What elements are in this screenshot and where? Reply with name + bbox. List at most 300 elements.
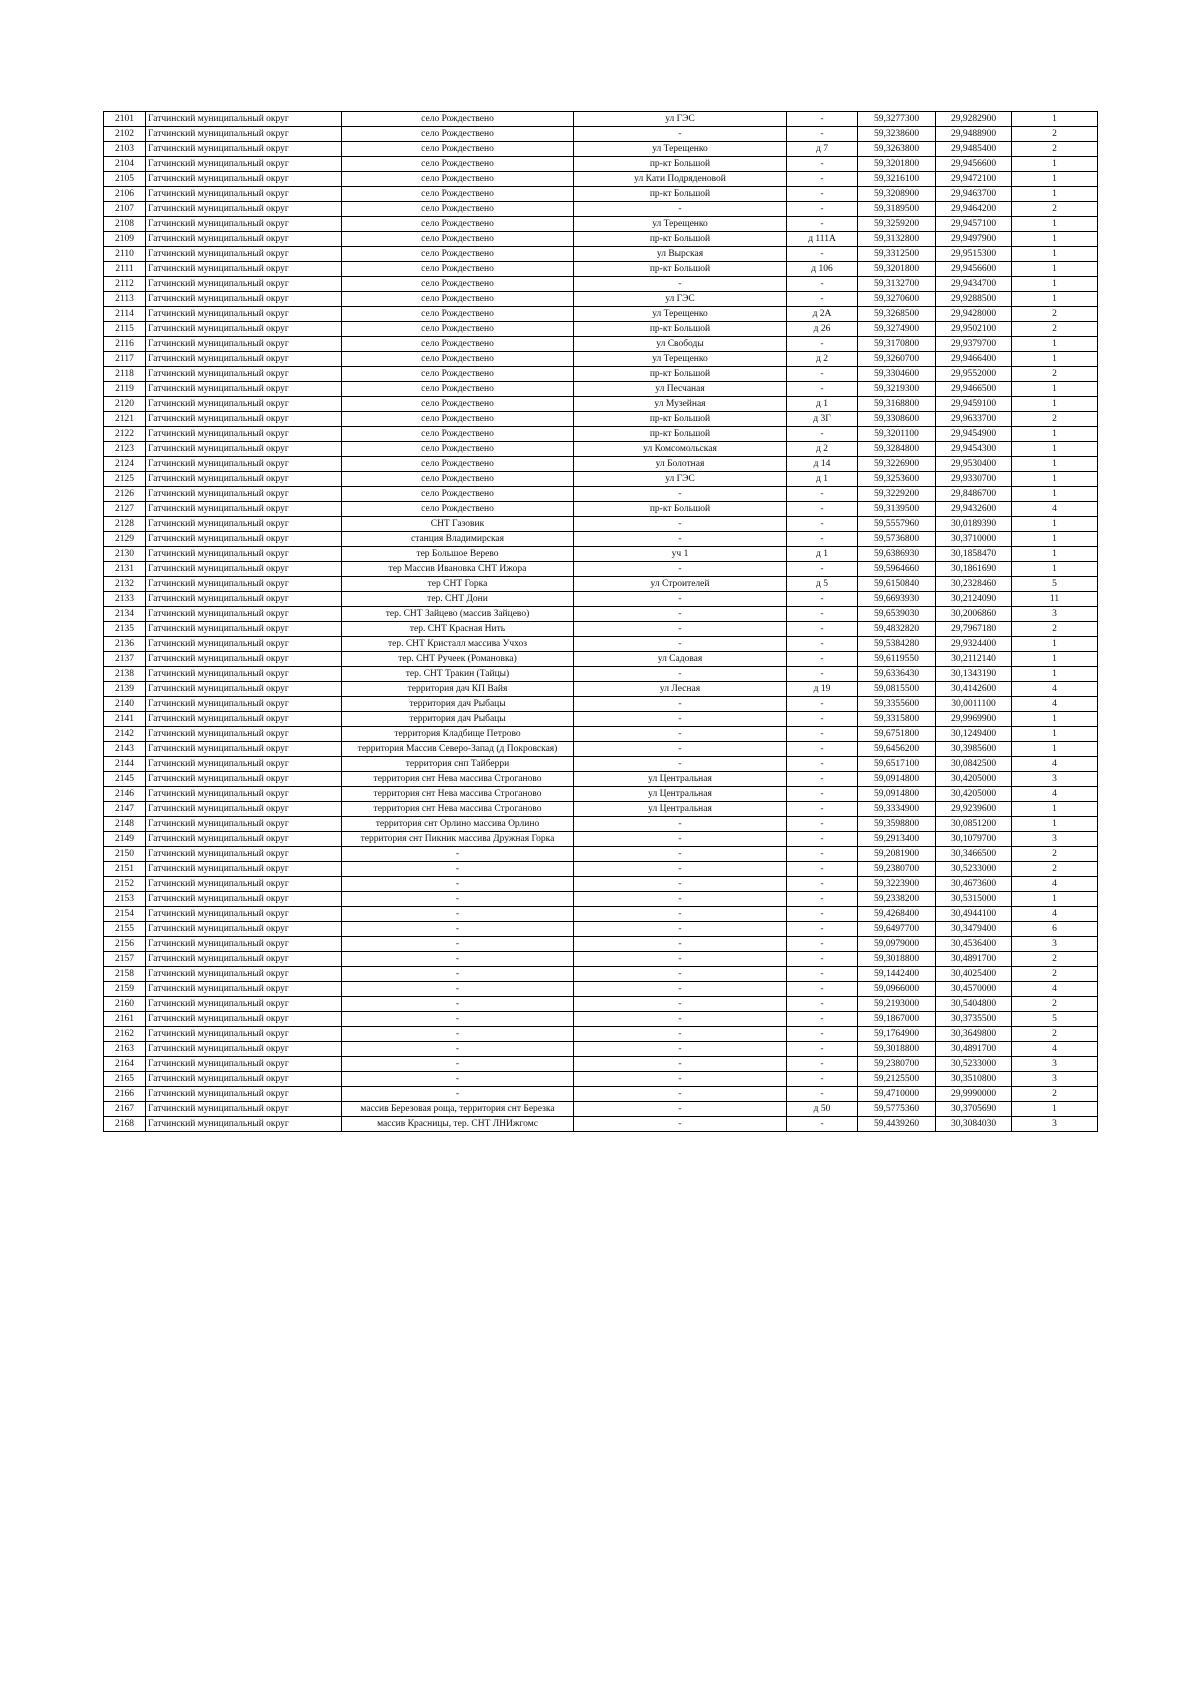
longitude-cell: 30,4142600	[936, 682, 1012, 697]
table-row	[104, 697, 1098, 712]
street-cell: ул Кати Подряденовой	[574, 172, 787, 187]
latitude-cell: 59,6456200	[858, 742, 936, 757]
count-cell: 1	[1012, 802, 1098, 817]
district-cell: Гатчинский муниципальный округ	[146, 967, 342, 982]
street-cell: ул Вырская	[574, 247, 787, 262]
house-cell: -	[787, 787, 858, 802]
longitude-cell: 29,9530400	[936, 457, 1012, 472]
row-number-cell: 2117	[104, 352, 146, 367]
district-cell: Гатчинский муниципальный округ	[146, 1087, 342, 1102]
table-row	[104, 217, 1098, 232]
district-cell: Гатчинский муниципальный округ	[146, 322, 342, 337]
count-cell: 1	[1012, 547, 1098, 562]
street-cell: -	[574, 1027, 787, 1042]
count-cell: 1	[1012, 532, 1098, 547]
district-cell: Гатчинский муниципальный округ	[146, 607, 342, 622]
count-cell: 1	[1012, 337, 1098, 352]
latitude-cell: 59,3226900	[858, 457, 936, 472]
district-cell: Гатчинский муниципальный округ	[146, 217, 342, 232]
count-cell: 2	[1012, 322, 1098, 337]
row-number-cell: 2112	[104, 277, 146, 292]
settlement-cell: территория Кладбище Петрово	[342, 727, 574, 742]
latitude-cell: 59,6517100	[858, 757, 936, 772]
latitude-cell: 59,3018800	[858, 952, 936, 967]
house-cell: -	[787, 922, 858, 937]
district-cell: Гатчинский муниципальный округ	[146, 112, 342, 127]
street-cell: уч 1	[574, 547, 787, 562]
table-row	[104, 952, 1098, 967]
settlement-cell: тер. СНТ Дони	[342, 592, 574, 607]
settlement-cell: тер. СНТ Ручеек (Романовка)	[342, 652, 574, 667]
street-cell: -	[574, 517, 787, 532]
street-cell: ул Центральная	[574, 802, 787, 817]
row-number-cell: 2145	[104, 772, 146, 787]
street-cell: -	[574, 202, 787, 217]
longitude-cell: 29,9633700	[936, 412, 1012, 427]
district-cell: Гатчинский муниципальный округ	[146, 682, 342, 697]
row-number-cell: 2146	[104, 787, 146, 802]
longitude-cell: 30,0011100	[936, 697, 1012, 712]
row-number-cell: 2166	[104, 1087, 146, 1102]
street-cell: ул Центральная	[574, 787, 787, 802]
latitude-cell: 59,1764900	[858, 1027, 936, 1042]
house-cell: -	[787, 757, 858, 772]
street-cell: -	[574, 1057, 787, 1072]
house-cell: -	[787, 157, 858, 172]
longitude-cell: 30,5233000	[936, 1057, 1012, 1072]
district-cell: Гатчинский муниципальный округ	[146, 697, 342, 712]
row-number-cell: 2140	[104, 697, 146, 712]
row-number-cell: 2124	[104, 457, 146, 472]
longitude-cell: 30,3084030	[936, 1117, 1012, 1132]
longitude-cell: 30,3479400	[936, 922, 1012, 937]
district-cell: Гатчинский муниципальный округ	[146, 382, 342, 397]
house-cell: -	[787, 1057, 858, 1072]
count-cell: 2	[1012, 307, 1098, 322]
settlement-cell: -	[342, 967, 574, 982]
latitude-cell: 59,6539030	[858, 607, 936, 622]
house-cell: -	[787, 1117, 858, 1132]
count-cell: 1	[1012, 232, 1098, 247]
settlement-cell: село Рождествено	[342, 337, 574, 352]
table-row	[104, 1117, 1098, 1132]
latitude-cell: 59,3132700	[858, 277, 936, 292]
settlement-cell: -	[342, 982, 574, 997]
street-cell: ул Терещенко	[574, 307, 787, 322]
district-cell: Гатчинский муниципальный округ	[146, 952, 342, 967]
count-cell: 1	[1012, 247, 1098, 262]
district-cell: Гатчинский муниципальный округ	[146, 1012, 342, 1027]
latitude-cell: 59,3216100	[858, 172, 936, 187]
house-cell: -	[787, 217, 858, 232]
table-row	[104, 277, 1098, 292]
latitude-cell: 59,6693930	[858, 592, 936, 607]
table-row	[104, 337, 1098, 352]
count-cell: 1	[1012, 472, 1098, 487]
longitude-cell: 29,9454300	[936, 442, 1012, 457]
settlement-cell: территория Массив Северо-Запад (д Покровская)	[342, 742, 574, 757]
house-cell: -	[787, 982, 858, 997]
count-cell: 1	[1012, 352, 1098, 367]
count-cell: 1	[1012, 382, 1098, 397]
house-cell: -	[787, 1072, 858, 1087]
count-cell: 1	[1012, 292, 1098, 307]
longitude-cell: 30,1249400	[936, 727, 1012, 742]
district-cell: Гатчинский муниципальный округ	[146, 1102, 342, 1117]
table-row	[104, 142, 1098, 157]
longitude-cell: 29,9464200	[936, 202, 1012, 217]
street-cell: -	[574, 592, 787, 607]
street-cell: -	[574, 982, 787, 997]
district-cell: Гатчинский муниципальный округ	[146, 712, 342, 727]
table-row	[104, 772, 1098, 787]
house-cell: д 7	[787, 142, 858, 157]
count-cell: 4	[1012, 697, 1098, 712]
house-cell: -	[787, 802, 858, 817]
latitude-cell: 59,2380700	[858, 1057, 936, 1072]
row-number-cell: 2141	[104, 712, 146, 727]
settlement-cell: территория снт Нева массива Строганово	[342, 802, 574, 817]
row-number-cell: 2130	[104, 547, 146, 562]
longitude-cell: 30,1861690	[936, 562, 1012, 577]
district-cell: Гатчинский муниципальный округ	[146, 742, 342, 757]
table-row	[104, 457, 1098, 472]
house-cell: -	[787, 862, 858, 877]
row-number-cell: 2161	[104, 1012, 146, 1027]
table-row	[104, 1102, 1098, 1117]
street-cell: -	[574, 967, 787, 982]
latitude-cell: 59,1867000	[858, 1012, 936, 1027]
table-row	[104, 937, 1098, 952]
street-cell: -	[574, 697, 787, 712]
row-number-cell: 2108	[104, 217, 146, 232]
table-row	[104, 517, 1098, 532]
district-cell: Гатчинский муниципальный округ	[146, 487, 342, 502]
house-cell: д 14	[787, 457, 858, 472]
latitude-cell: 59,3270600	[858, 292, 936, 307]
settlement-cell: село Рождествено	[342, 232, 574, 247]
latitude-cell: 59,3018800	[858, 1042, 936, 1057]
latitude-cell: 59,6119550	[858, 652, 936, 667]
count-cell: 4	[1012, 1042, 1098, 1057]
longitude-cell: 29,9459100	[936, 397, 1012, 412]
district-cell: Гатчинский муниципальный округ	[146, 427, 342, 442]
house-cell: -	[787, 292, 858, 307]
row-number-cell: 2104	[104, 157, 146, 172]
latitude-cell: 59,3168800	[858, 397, 936, 412]
latitude-cell: 59,3334900	[858, 802, 936, 817]
row-number-cell: 2158	[104, 967, 146, 982]
settlement-cell: тер. СНТ Кристалл массива Учхоз	[342, 637, 574, 652]
table-row	[104, 262, 1098, 277]
longitude-cell: 30,0842500	[936, 757, 1012, 772]
street-cell: ул Садовая	[574, 652, 787, 667]
district-cell: Гатчинский муниципальный округ	[146, 157, 342, 172]
settlement-cell: тер. СНТ Красная Нить	[342, 622, 574, 637]
count-cell: 1	[1012, 157, 1098, 172]
longitude-cell: 29,9379700	[936, 337, 1012, 352]
settlement-cell: территория дач Рыбацы	[342, 712, 574, 727]
street-cell: -	[574, 922, 787, 937]
longitude-cell: 29,9288500	[936, 292, 1012, 307]
latitude-cell: 59,6751800	[858, 727, 936, 742]
latitude-cell: 59,3139500	[858, 502, 936, 517]
row-number-cell: 2143	[104, 742, 146, 757]
district-cell: Гатчинский муниципальный округ	[146, 277, 342, 292]
row-number-cell: 2136	[104, 637, 146, 652]
house-cell: -	[787, 652, 858, 667]
street-cell: ул Лесная	[574, 682, 787, 697]
count-cell: 3	[1012, 607, 1098, 622]
street-cell: пр-кт Большой	[574, 322, 787, 337]
longitude-cell: 29,9456600	[936, 262, 1012, 277]
table-row	[104, 247, 1098, 262]
table-row	[104, 907, 1098, 922]
settlement-cell: село Рождествено	[342, 427, 574, 442]
count-cell: 1	[1012, 742, 1098, 757]
district-cell: Гатчинский муниципальный округ	[146, 832, 342, 847]
longitude-cell: 30,0189390	[936, 517, 1012, 532]
row-number-cell: 2121	[104, 412, 146, 427]
street-cell: -	[574, 817, 787, 832]
count-cell: 1	[1012, 487, 1098, 502]
street-cell: ул Терещенко	[574, 142, 787, 157]
longitude-cell: 29,9457100	[936, 217, 1012, 232]
settlement-cell: тер. СНТ Зайцево (массив Зайцево)	[342, 607, 574, 622]
count-cell: 2	[1012, 952, 1098, 967]
latitude-cell: 59,3304600	[858, 367, 936, 382]
row-number-cell: 2152	[104, 877, 146, 892]
data-table	[103, 111, 1098, 1132]
house-cell: -	[787, 112, 858, 127]
street-cell: -	[574, 562, 787, 577]
count-cell: 2	[1012, 127, 1098, 142]
table-row	[104, 592, 1098, 607]
district-cell: Гатчинский муниципальный округ	[146, 397, 342, 412]
latitude-cell: 59,6497700	[858, 922, 936, 937]
street-cell: -	[574, 1072, 787, 1087]
house-cell: -	[787, 742, 858, 757]
street-cell: пр-кт Большой	[574, 187, 787, 202]
latitude-cell: 59,0914800	[858, 772, 936, 787]
row-number-cell: 2111	[104, 262, 146, 277]
row-number-cell: 2120	[104, 397, 146, 412]
count-cell: 1	[1012, 427, 1098, 442]
count-cell: 1	[1012, 457, 1098, 472]
row-number-cell: 2106	[104, 187, 146, 202]
district-cell: Гатчинский муниципальный округ	[146, 337, 342, 352]
settlement-cell: -	[342, 1027, 574, 1042]
street-cell: -	[574, 727, 787, 742]
district-cell: Гатчинский муниципальный округ	[146, 232, 342, 247]
house-cell: -	[787, 772, 858, 787]
district-cell: Гатчинский муниципальный округ	[146, 367, 342, 382]
settlement-cell: село Рождествено	[342, 472, 574, 487]
settlement-cell: село Рождествено	[342, 277, 574, 292]
district-cell: Гатчинский муниципальный округ	[146, 502, 342, 517]
row-number-cell: 2155	[104, 922, 146, 937]
longitude-cell: 30,3710000	[936, 532, 1012, 547]
latitude-cell: 59,5384280	[858, 637, 936, 652]
district-cell: Гатчинский муниципальный округ	[146, 877, 342, 892]
house-cell: -	[787, 832, 858, 847]
longitude-cell: 30,3985600	[936, 742, 1012, 757]
count-cell: 1	[1012, 637, 1098, 652]
count-cell: 4	[1012, 787, 1098, 802]
latitude-cell: 59,2380700	[858, 862, 936, 877]
row-number-cell: 2139	[104, 682, 146, 697]
longitude-cell: 29,9515300	[936, 247, 1012, 262]
settlement-cell: тер Большое Верево	[342, 547, 574, 562]
latitude-cell: 59,3189500	[858, 202, 936, 217]
row-number-cell: 2105	[104, 172, 146, 187]
street-cell: -	[574, 127, 787, 142]
latitude-cell: 59,6150840	[858, 577, 936, 592]
longitude-cell: 30,1079700	[936, 832, 1012, 847]
count-cell: 1	[1012, 442, 1098, 457]
longitude-cell: 30,2112140	[936, 652, 1012, 667]
row-number-cell: 2102	[104, 127, 146, 142]
table-row	[104, 922, 1098, 937]
district-cell: Гатчинский муниципальный округ	[146, 307, 342, 322]
longitude-cell: 29,9990000	[936, 1087, 1012, 1102]
district-cell: Гатчинский муниципальный округ	[146, 652, 342, 667]
latitude-cell: 59,3253600	[858, 472, 936, 487]
settlement-cell: СНТ Газовик	[342, 517, 574, 532]
house-cell: -	[787, 562, 858, 577]
settlement-cell: -	[342, 1012, 574, 1027]
count-cell: 1	[1012, 277, 1098, 292]
table-row	[104, 127, 1098, 142]
latitude-cell: 59,3201100	[858, 427, 936, 442]
latitude-cell: 59,4710000	[858, 1087, 936, 1102]
latitude-cell: 59,4439260	[858, 1117, 936, 1132]
district-cell: Гатчинский муниципальный округ	[146, 247, 342, 262]
table-row	[104, 832, 1098, 847]
house-cell: -	[787, 532, 858, 547]
house-cell: д 2	[787, 442, 858, 457]
settlement-cell: село Рождествено	[342, 292, 574, 307]
district-cell: Гатчинский муниципальный округ	[146, 757, 342, 772]
longitude-cell: 29,9454900	[936, 427, 1012, 442]
table-row	[104, 427, 1098, 442]
house-cell: -	[787, 247, 858, 262]
street-cell: -	[574, 832, 787, 847]
table-row	[104, 667, 1098, 682]
latitude-cell: 59,0815500	[858, 682, 936, 697]
longitude-cell: 30,1343190	[936, 667, 1012, 682]
longitude-cell: 29,9466400	[936, 352, 1012, 367]
street-cell: ул Песчаная	[574, 382, 787, 397]
table-row	[104, 442, 1098, 457]
district-cell: Гатчинский муниципальный округ	[146, 622, 342, 637]
table-row	[104, 742, 1098, 757]
street-cell: -	[574, 892, 787, 907]
count-cell: 4	[1012, 682, 1098, 697]
district-cell: Гатчинский муниципальный округ	[146, 472, 342, 487]
house-cell: -	[787, 172, 858, 187]
row-number-cell: 2114	[104, 307, 146, 322]
count-cell: 1	[1012, 892, 1098, 907]
district-cell: Гатчинский муниципальный округ	[146, 892, 342, 907]
house-cell: д 111А	[787, 232, 858, 247]
table-row	[104, 412, 1098, 427]
latitude-cell: 59,3315800	[858, 712, 936, 727]
row-number-cell: 2113	[104, 292, 146, 307]
row-number-cell: 2103	[104, 142, 146, 157]
district-cell: Гатчинский муниципальный округ	[146, 262, 342, 277]
district-cell: Гатчинский муниципальный округ	[146, 787, 342, 802]
street-cell: -	[574, 937, 787, 952]
settlement-cell: село Рождествено	[342, 307, 574, 322]
settlement-cell: село Рождествено	[342, 352, 574, 367]
longitude-cell: 30,2006860	[936, 607, 1012, 622]
latitude-cell: 59,0914800	[858, 787, 936, 802]
street-cell: -	[574, 487, 787, 502]
house-cell: д 2	[787, 352, 858, 367]
count-cell: 3	[1012, 1117, 1098, 1132]
longitude-cell: 29,9282900	[936, 112, 1012, 127]
table-row	[104, 367, 1098, 382]
row-number-cell: 2109	[104, 232, 146, 247]
house-cell: -	[787, 337, 858, 352]
settlement-cell: село Рождествено	[342, 127, 574, 142]
table-row	[104, 727, 1098, 742]
table-row	[104, 877, 1098, 892]
district-cell: Гатчинский муниципальный округ	[146, 562, 342, 577]
row-number-cell: 2157	[104, 952, 146, 967]
latitude-cell: 59,0966000	[858, 982, 936, 997]
count-cell: 2	[1012, 967, 1098, 982]
district-cell: Гатчинский муниципальный округ	[146, 862, 342, 877]
settlement-cell: станция Владимирская	[342, 532, 574, 547]
house-cell: -	[787, 997, 858, 1012]
house-cell: -	[787, 427, 858, 442]
count-cell: 2	[1012, 202, 1098, 217]
street-cell: -	[574, 1087, 787, 1102]
longitude-cell: 29,9456600	[936, 157, 1012, 172]
row-number-cell: 2126	[104, 487, 146, 502]
latitude-cell: 59,3260700	[858, 352, 936, 367]
row-number-cell: 2159	[104, 982, 146, 997]
district-cell: Гатчинский муниципальный округ	[146, 412, 342, 427]
settlement-cell: село Рождествено	[342, 442, 574, 457]
district-cell: Гатчинский муниципальный округ	[146, 202, 342, 217]
count-cell: 1	[1012, 397, 1098, 412]
table-row	[104, 997, 1098, 1012]
row-number-cell: 2134	[104, 607, 146, 622]
row-number-cell: 2151	[104, 862, 146, 877]
table-row	[104, 1057, 1098, 1072]
street-cell: пр-кт Большой	[574, 427, 787, 442]
row-number-cell: 2129	[104, 532, 146, 547]
district-cell: Гатчинский муниципальный округ	[146, 1057, 342, 1072]
row-number-cell: 2142	[104, 727, 146, 742]
district-cell: Гатчинский муниципальный округ	[146, 937, 342, 952]
settlement-cell: массив Березовая роща, территория снт Березка	[342, 1102, 574, 1117]
house-cell: -	[787, 697, 858, 712]
count-cell: 1	[1012, 1102, 1098, 1117]
row-number-cell: 2165	[104, 1072, 146, 1087]
district-cell: Гатчинский муниципальный округ	[146, 727, 342, 742]
settlement-cell: -	[342, 1042, 574, 1057]
longitude-cell: 29,9463700	[936, 187, 1012, 202]
table-row	[104, 157, 1098, 172]
street-cell: -	[574, 757, 787, 772]
row-number-cell: 2133	[104, 592, 146, 607]
row-number-cell: 2132	[104, 577, 146, 592]
latitude-cell: 59,3238600	[858, 127, 936, 142]
